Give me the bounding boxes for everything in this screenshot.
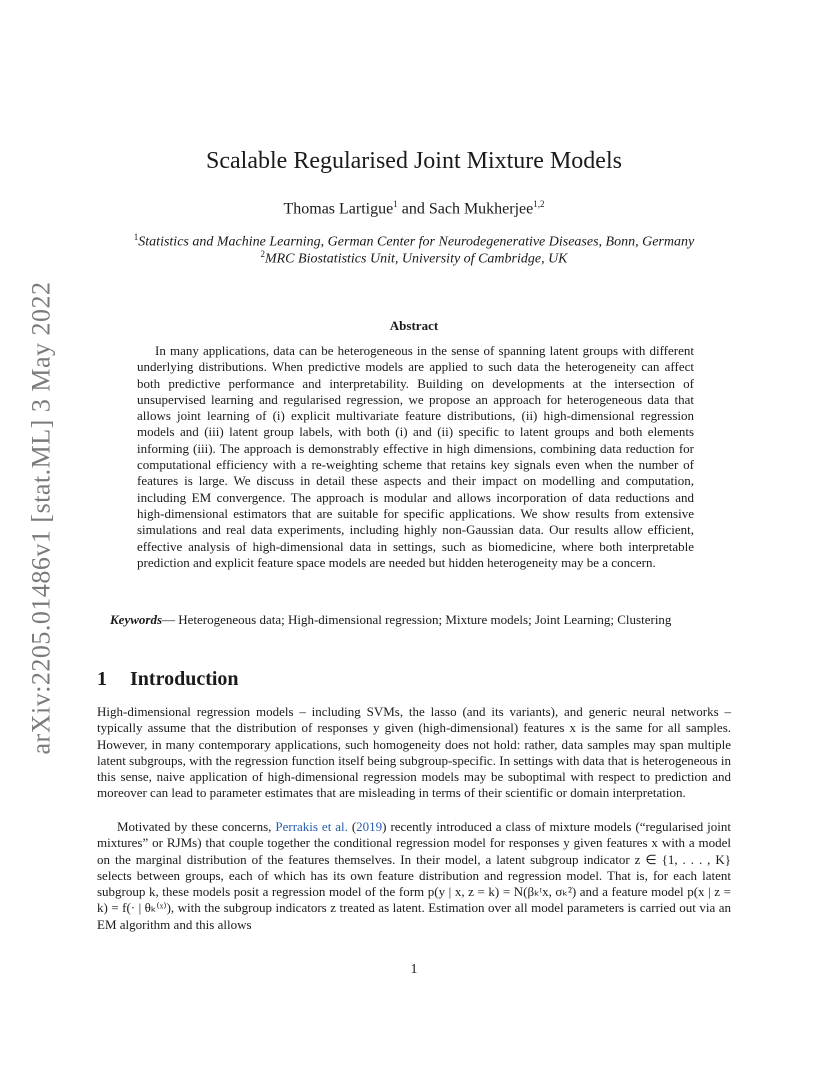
keywords-label: Keywords — [110, 612, 162, 627]
citation-link-year[interactable]: 2019 — [356, 819, 383, 834]
author-line — [0, 199, 828, 218]
abstract-heading: Abstract — [389, 318, 439, 333]
paragraph-text: recently introduced a class of mixture models (“regularised joint mixtures” or RJMs) that couple together the conditional regression model for responses y given features x with a model on the marginal distribution of the features themselves. In their model, a latent subgroup indicator z ∈ {1, . . . , K} selects between groups, each of which has its own feature distribution and regression model. That is, for each latent subgroup k, these models posit a regression model of the form p(y | x, z = k) = N(βₖᵗx, σₖ²) and a feature model p(x | z = k) = f(· | θₖ⁽ˣ⁾), with the subgroup indicators z treated as latent. Estimation over all model parameters is carried out via an EM algorithm and this allows — [97, 819, 731, 932]
affiliation-mark: 2 — [260, 249, 265, 259]
section-heading — [97, 668, 239, 691]
paper-title: Scalable Regularised Joint Mixture Models — [206, 148, 622, 174]
section-number: 1 — [97, 668, 107, 690]
intro-paragraph-1: High-dimensional regression models – including SVMs, the lasso (and its variants), and generic neural networks – typically assume that the distribution of responses y given (high-dimensional) features x is the same for all samples. However, in many contemporary applications, such homogeneity does not hold: rather, data samples may span multiple latent subgroups, with the regression function itself being subgroup-specific. In settings with data that is heterogeneous in this sense, naive application of high-dimensional regression models may be suboptimal with respect to prediction and moreover can lead to parameter estimates that are misleading in terms of their scientific or domain interpretation. — [97, 704, 731, 801]
page-number: 1 — [410, 962, 418, 977]
arxiv-identifier-stamp — [18, 268, 64, 768]
author-affiliation-mark: 1 — [393, 199, 398, 209]
affiliation-mark: 1 — [133, 232, 139, 242]
citation-paren: ) — [382, 819, 387, 834]
author-affiliation-mark: 1,2 — [533, 199, 545, 209]
affiliation-2 — [0, 249, 828, 268]
keywords-paragraph — [110, 612, 731, 628]
affiliation-1 — [0, 232, 828, 251]
author-name: Thomas Lartigue — [283, 200, 394, 218]
section-title: Introduction — [130, 668, 239, 690]
author-conjunction: and — [397, 200, 429, 218]
affiliation-text: Statistics and Machine Learning, German Center for Neurodegenerative Diseases, Bonn, Germany — [138, 234, 695, 250]
keywords-text: — Heterogeneous data; High-dimensional regression; Mixture models; Joint Learning; Clustering — [162, 612, 672, 627]
intro-paragraph-2 — [97, 819, 731, 933]
citation-paren: ( — [347, 819, 357, 834]
paragraph-text: Motivated by these concerns, — [117, 819, 276, 834]
citation-link-author[interactable]: Perrakis et al. — [275, 819, 348, 834]
abstract-body: In many applications, data can be heterogeneous in the sense of spanning latent groups with different underlying distributions. When predictive models are applied to such data the heterogeneity can affect both predictive performance and interpretability. Building on developments at the intersection of unsupervised learning and regularised regression, we propose an approach for heterogeneous data that allows joint learning of (i) explicit multivariate feature distributions, (ii) high-dimensional regression models and (iii) latent group labels, with both (i) and (ii) specific to latent groups and both elements informing (iii). The approach is demonstrably effective in high dimensions, combining data reduction for computational efficiency with a re-weighting scheme that retains key signals even when the number of features is large. We discuss in detail these aspects and their impact on modelling and computation, including EM convergence. The approach is modular and allows incorporation of data reductions and high-dimensional estimators that are suitable for specific applications. We show results from extensive simulations and real data experiments, including highly non-Gaussian data. Our results allow efficient, effective analysis of high-dimensional data in settings, such as biomedicine, where both interpretable prediction and explicit feature space models are needed but hidden heterogeneity may be a concern. — [137, 343, 694, 570]
author-name: Sach Mukherjee — [428, 200, 534, 218]
arxiv-identifier-text: arXiv:2205.01486v1 [stat.ML] 3 May 2022 — [26, 281, 56, 755]
affiliation-text: MRC Biostatistics Unit, University of Cambridge, UK — [264, 251, 568, 267]
